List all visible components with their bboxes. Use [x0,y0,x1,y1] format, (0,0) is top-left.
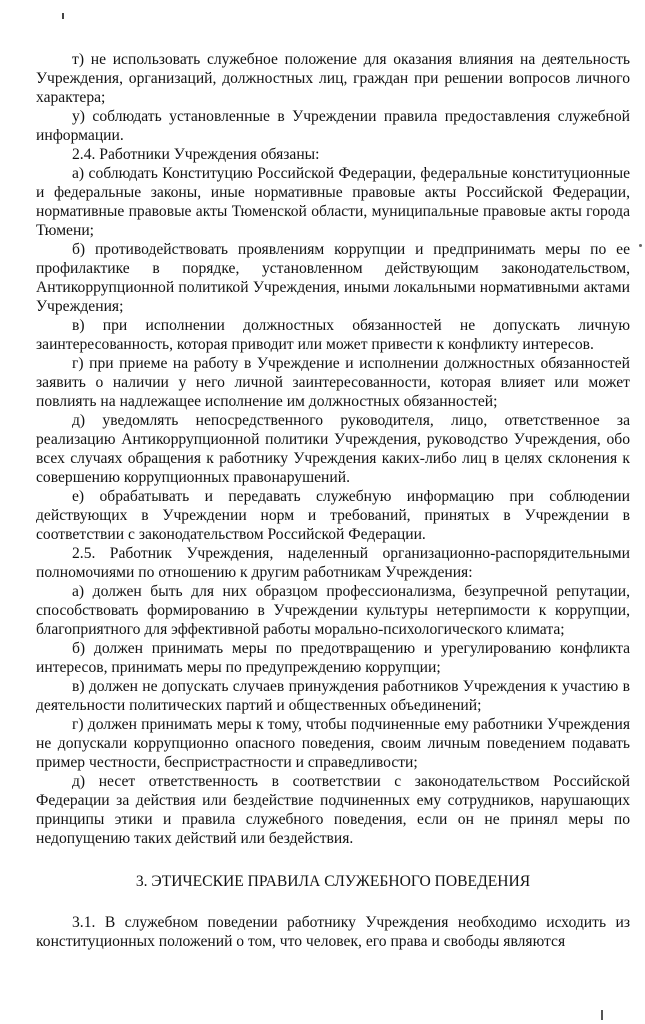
paragraph-2-5-g: г) должен принимать меры к тому, чтобы подчиненные ему работники Учреждения не допускали коррупционно опасного поведения, своим личным поведением подавать пример честности, беспристрастности и справедливости; [36,716,630,771]
paragraph-2-5-a: а) должен быть для них образцом профессионализма, безупречной репутации, способствовать формированию в Учреждении культуры нетерпимости к коррупции, благоприятного для эффективной работы морально-психологического климата; [36,583,630,638]
paragraph-2-5: 2.5. Работник Учреждения, наделенный организационно-распорядительными полномочиями по отношению к другим работникам Учреждения: [36,545,630,581]
paragraph-3-1: 3.1. В служебном поведении работнику Учреждения необходимо исходить из конституционных положений о том, что человек, его права и свободы являются [36,914,630,950]
scan-dot [639,244,642,247]
scan-mark [62,13,64,19]
paragraph-item-d: д) уведомлять непосредственного руководителя, лицо, ответственное за реализацию Антикоррупционной политики Учреждения, руководство Учреждения, обо всех случаях обращения к работнику Учреждения каких-либо лиц в целях склонения к совершению коррупционных правонарушений. [36,412,630,486]
paragraph-item-e: е) обрабатывать и передавать служебную информацию при соблюдении действующих в Учреждении норм и требований, принятых в Учреждении в соответствии с законодательством Российской Федерации. [36,488,630,543]
paragraph-2-5-b: б) должен принимать меры по предотвращению и урегулированию конфликта интересов, принимать меры по предупреждению коррупции; [36,640,630,676]
paragraph-2-5-v: в) должен не допускать случаев принуждения работников Учреждения к участию в деятельности политических партий и общественных объединений; [36,678,630,714]
paragraph-item-v: в) при исполнении должностных обязанностей не допускать личную заинтересованность, которая приводит или может привести к конфликту интересов. [36,317,630,353]
document-page [36,50,630,951]
scan-mark [601,1010,603,1020]
paragraph-2-5-d: д) несет ответственность в соответствии с законодательством Российской Федерации за действия или бездействие подчиненных ему сотрудников, нарушающих принципы этики и правила служебного поведения, если он не принял меры по недопущению таких действий или бездействия. [36,773,630,847]
paragraph-item-t: т) не использовать служебное положение для оказания влияния на деятельность Учреждения, организаций, должностных лиц, граждан при решении вопросов личного характера; [36,51,630,106]
paragraph-item-b: б) противодействовать проявлениям коррупции и предпринимать меры по ее профилактике в порядке, установленном действующим законодательством, Антикоррупционной политикой Учреждения, иными локальными нормативными актами Учреждения; [36,241,630,315]
paragraph-item-a: а) соблюдать Конституцию Российской Федерации, федеральные конституционные и федеральные законы, иные нормативные правовые акты Российской Федерации, нормативные правовые акты Тюменской области, муниципальные правовые акты города Тюмени; [36,165,630,239]
paragraph-item-g: г) при приеме на работу в Учреждение и исполнении должностных обязанностей заявить о наличии у него личной заинтересованности, которая влияет или может повлиять на надлежащее исполнение им должностных обязанностей; [36,355,630,410]
paragraph-item-u: у) соблюдать установленные в Учреждении правила предоставления служебной информации. [36,108,630,144]
paragraph-2-4: 2.4. Работники Учреждения обязаны: [72,146,320,163]
section-heading: 3. ЭТИЧЕСКИЕ ПРАВИЛА СЛУЖЕБНОГО ПОВЕДЕНИЯ [135,873,531,890]
